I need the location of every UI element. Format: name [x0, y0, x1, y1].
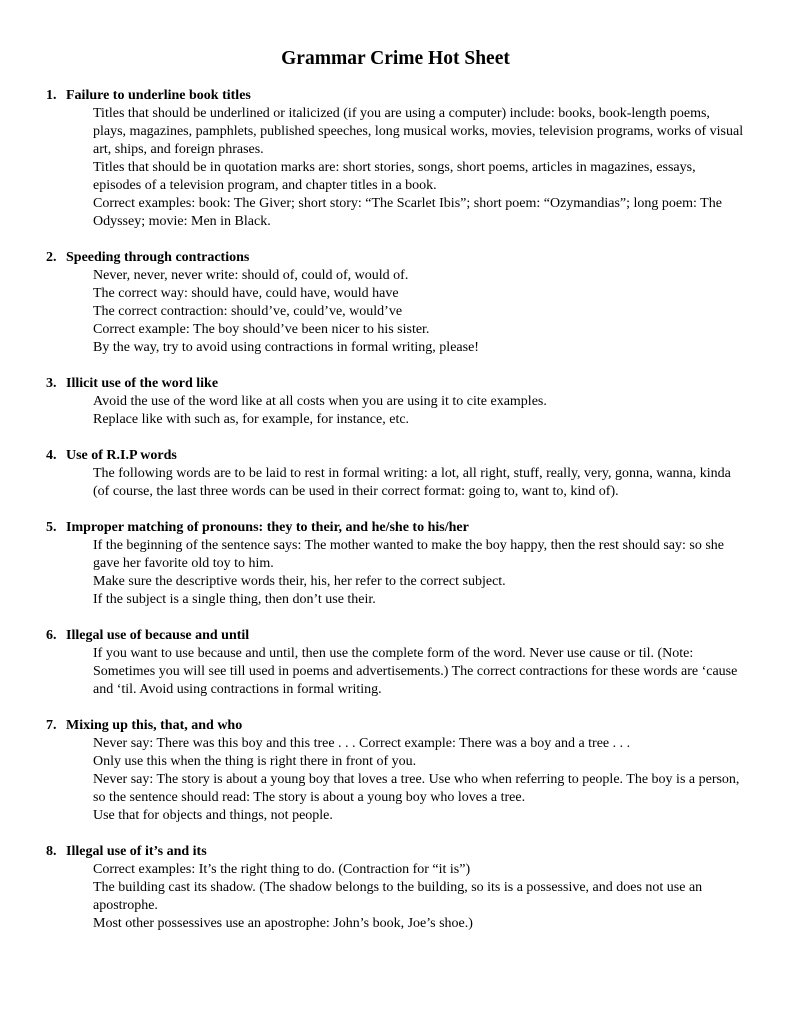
- section-heading: [46, 249, 746, 267]
- section-line: If the beginning of the sentence says: The mother wanted to make the boy happy, then the rest should say: so she gave her favorite old toy to him.: [93, 538, 725, 571]
- section-5: [46, 519, 746, 609]
- section-line: The correct way: should have, could have, would have: [93, 286, 399, 301]
- section-line: The building cast its shadow. (The shadow belongs to the building, so its is a possessive, and does not use an apostrophe.: [93, 880, 703, 913]
- section-line: If you want to use because and until, then use the complete form of the word. Never use cause or til. (Note: Sometimes you will see till used in poems and advertisements.) The correct contractions for these words are ‘cause and ‘til. Avoid using contractions in formal writing.: [93, 646, 738, 697]
- section-line: By the way, try to avoid using contractions in formal writing, please!: [93, 340, 479, 355]
- section-1: [46, 87, 746, 231]
- sections-list: [46, 87, 746, 951]
- section-heading: [46, 447, 746, 465]
- section-body: [46, 465, 746, 501]
- section-line: If the subject is a single thing, then don’t use their.: [93, 592, 376, 607]
- section-body: [46, 105, 746, 231]
- section-line: Use that for objects and things, not people.: [93, 808, 333, 823]
- section-line: Never say: The story is about a young boy that loves a tree. Use who when referring to people. The boy is a person, so the sentence should read: The story is about a young boy who loves a tree.: [93, 772, 740, 805]
- section-line: Correct examples: book: The Giver; short story: “The Scarlet Ibis”; short poem: “Ozymandias”; long poem: The Odyssey; movie: Men in Black.: [93, 196, 722, 229]
- section-line: Titles that should be in quotation marks are: short stories, songs, short poems, articles in magazines, essays, episodes of a television program, and chapter titles in a book.: [93, 160, 696, 193]
- section-heading: [46, 87, 746, 105]
- section-8: [46, 843, 746, 933]
- section-title: Mixing up this, that, and who: [66, 718, 243, 733]
- section-heading: [46, 843, 746, 861]
- section-line: Most other possessives use an apostrophe: John’s book, Joe’s shoe.): [93, 916, 473, 931]
- section-body: [46, 537, 746, 609]
- section-number: 8.: [46, 844, 57, 859]
- section-number: 6.: [46, 628, 57, 643]
- page-title: Grammar Crime Hot Sheet: [281, 48, 510, 69]
- section-line: The following words are to be laid to rest in formal writing: a lot, all right, stuff, really, very, gonna, wanna, kinda (of course, the last three words can be used in their correct format: going to, want to, kind of).: [93, 466, 731, 499]
- section-number: 2.: [46, 250, 57, 265]
- section-6: [46, 627, 746, 699]
- section-title: Improper matching of pronouns: they to their, and he/she to his/her: [66, 520, 469, 535]
- section-3: [46, 375, 746, 429]
- section-title: Illicit use of the word like: [66, 376, 219, 391]
- section-line: Only use this when the thing is right there in front of you.: [93, 754, 417, 769]
- section-title: Speeding through contractions: [66, 250, 250, 265]
- section-line: The correct contraction: should’ve, could’ve, would’ve: [93, 304, 403, 319]
- section-line: Avoid the use of the word like at all costs when you are using it to cite examples.: [93, 394, 547, 409]
- section-title: Failure to underline book titles: [66, 88, 251, 103]
- section-line: Replace like with such as, for example, for instance, etc.: [93, 412, 410, 427]
- section-4: [46, 447, 746, 501]
- section-line: Never, never, never write: should of, could of, would of.: [93, 268, 409, 283]
- section-number: 7.: [46, 718, 57, 733]
- section-number: 5.: [46, 520, 57, 535]
- section-heading: [46, 717, 746, 735]
- section-number: 4.: [46, 448, 57, 463]
- section-heading: [46, 519, 746, 537]
- section-number: 3.: [46, 376, 57, 391]
- section-line: Correct examples: It’s the right thing to do. (Contraction for “it is”): [93, 862, 471, 877]
- section-heading: [46, 627, 746, 645]
- section-7: [46, 717, 746, 825]
- section-body: [46, 645, 746, 699]
- section-2: [46, 249, 746, 357]
- section-number: 1.: [46, 88, 57, 103]
- section-line: Correct example: The boy should’ve been nicer to his sister.: [93, 322, 430, 337]
- section-heading: [46, 375, 746, 393]
- section-line: Make sure the descriptive words their, his, her refer to the correct subject.: [93, 574, 506, 589]
- section-body: [46, 861, 746, 933]
- section-body: [46, 267, 746, 357]
- section-title: Illegal use of it’s and its: [66, 844, 207, 859]
- section-title: Illegal use of because and until: [66, 628, 250, 643]
- section-line: Never say: There was this boy and this tree . . . Correct example: There was a boy and a tree . . .: [93, 736, 631, 751]
- section-title: Use of R.I.P words: [66, 448, 177, 463]
- section-body: [46, 735, 746, 825]
- section-line: Titles that should be underlined or italicized (if you are using a computer) include: books, book-length poems, plays, magazines, pamphlets, published speeches, long musical works, movies, television programs, works of visual art, ships, and foreign phrases.: [93, 106, 744, 157]
- section-body: [46, 393, 746, 429]
